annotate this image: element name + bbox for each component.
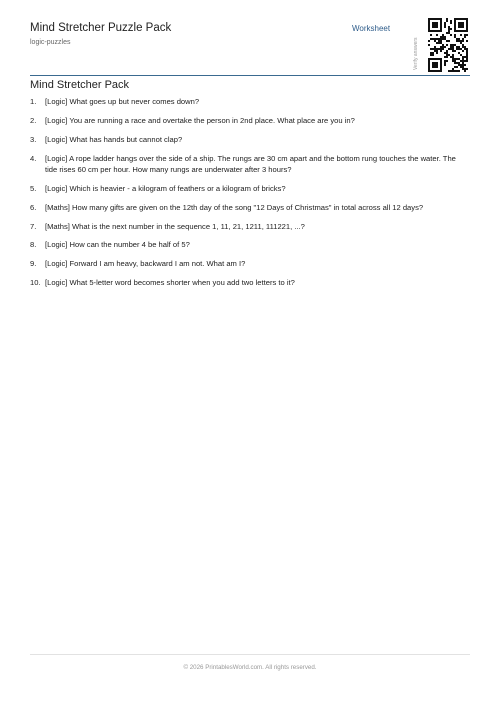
question-item (30, 203, 470, 214)
footer-divider (30, 654, 470, 655)
question-text: [Logic] What 5-letter word becomes shorter when you add two letters to it? (45, 278, 295, 288)
document-type-label: Worksheet (352, 24, 391, 33)
question-text: [Maths] How many gifts are given on the 12th day of the song "12 Days of Christmas" in total across all 12 days? (45, 202, 424, 212)
question-number: 6. (30, 202, 37, 212)
question-number: 4. (30, 153, 37, 163)
question-item (30, 184, 470, 195)
question-list (30, 97, 470, 297)
question-text: [Logic] Which is heavier - a kilogram of feathers or a kilogram of bricks? (45, 183, 286, 193)
question-text: [Logic] How can the number 4 be half of 5? (45, 240, 190, 250)
header-divider (30, 75, 470, 76)
question-item (30, 154, 470, 175)
question-item (30, 97, 470, 108)
question-text: [Logic] You are running a race and overtake the person in 2nd place. What place are you in? (45, 115, 355, 125)
question-item (30, 278, 470, 289)
question-number: 9. (30, 259, 37, 269)
question-text: [Logic] Forward I am heavy, backward I am not. What am I? (45, 259, 246, 269)
section-title: Mind Stretcher Pack (30, 79, 130, 91)
copyright-footer: © 2026 PrintablesWorld.com. All rights reserved. (183, 664, 317, 671)
question-number: 5. (30, 183, 37, 193)
verify-answers-label-wrap (413, 18, 423, 70)
question-item (30, 116, 470, 127)
question-text: [Logic] A rope ladder hangs over the side of a ship. The rungs are 30 cm apart and the bottom rung touches the water. The tide rises 60 cm per hour. How many rungs are underwater after 3 hours? (45, 153, 456, 174)
question-number: 7. (30, 221, 37, 231)
question-number: 8. (30, 240, 37, 250)
verify-answers-label: Verify answers (413, 37, 419, 70)
qr-code-icon[interactable] (428, 18, 468, 72)
page-header (30, 18, 470, 76)
question-item (30, 222, 470, 233)
question-number: 10. (30, 278, 41, 288)
question-number: 2. (30, 115, 37, 125)
question-text: [Logic] What goes up but never comes down? (45, 97, 200, 106)
question-number: 3. (30, 134, 37, 144)
question-item (30, 259, 470, 270)
worksheet-category: logic-puzzles (30, 39, 71, 46)
question-item (30, 240, 470, 251)
worksheet-title: Mind Stretcher Puzzle Pack (30, 22, 172, 34)
question-text: [Logic] What has hands but cannot clap? (45, 134, 183, 144)
question-item (30, 135, 470, 146)
question-text: [Maths] What is the next number in the sequence 1, 11, 21, 1211, 111221, ...? (45, 221, 305, 231)
question-number: 1. (30, 97, 37, 106)
